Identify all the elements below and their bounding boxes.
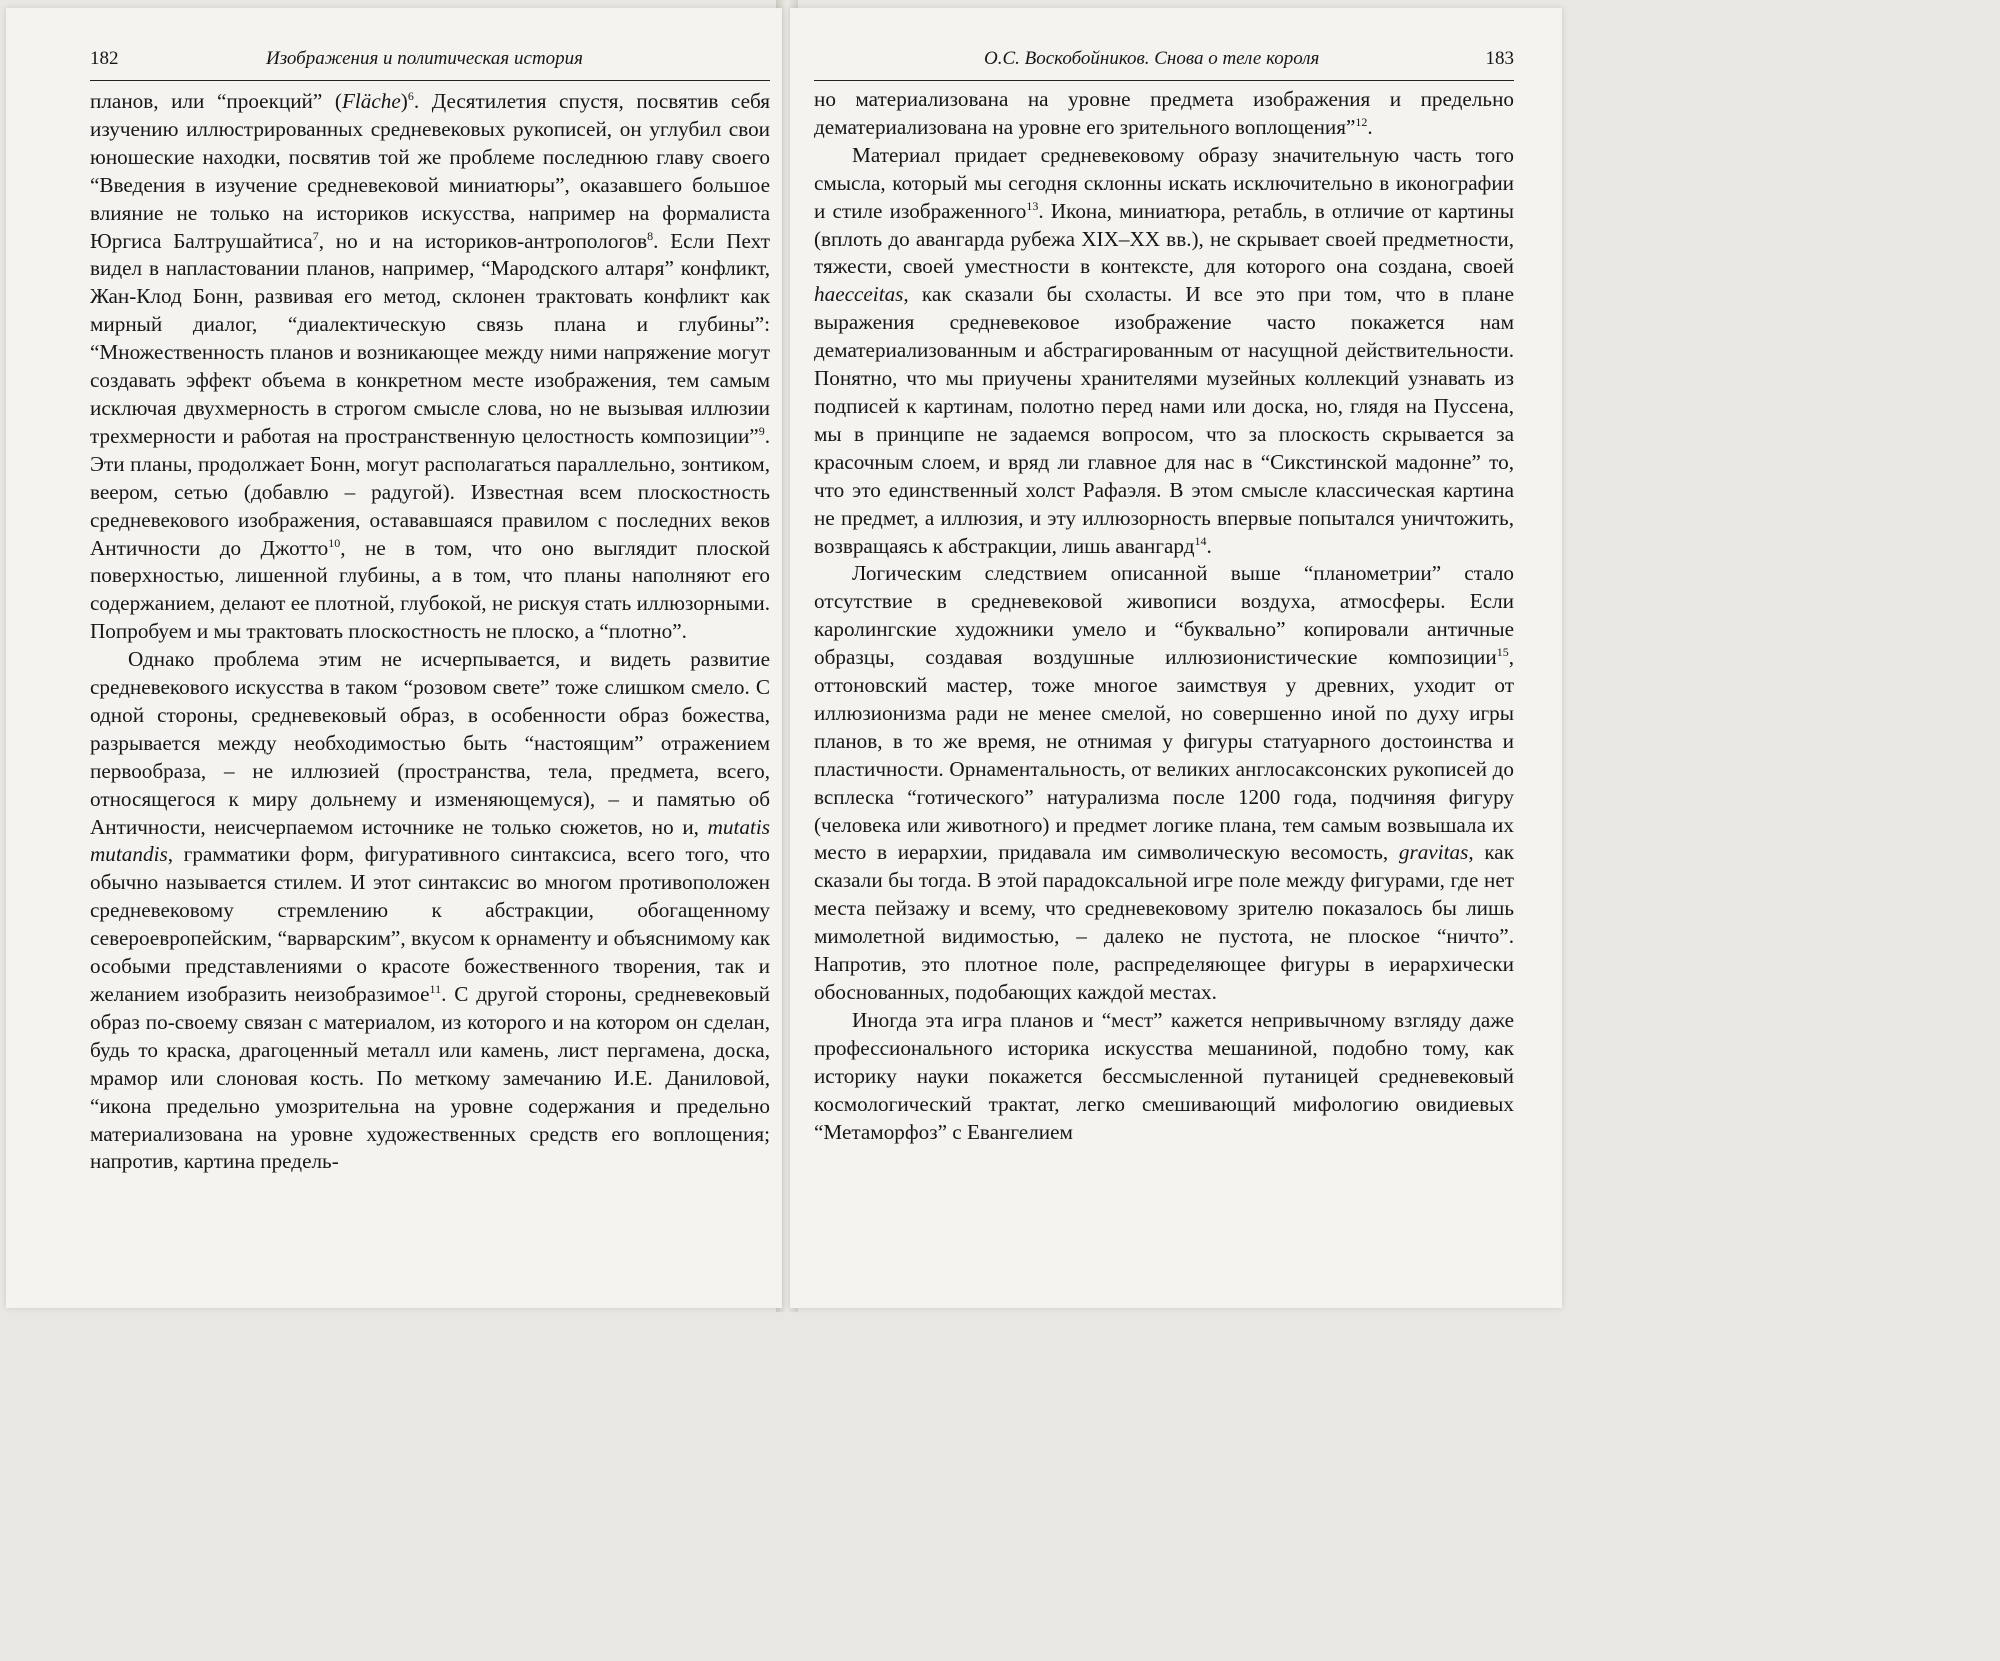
- text-run: . Если Пехт видел в напластовании планов, например, “Мародского алтаря” конфликт, Жан-Клод Бонн, развивая его метод, склонен трактовать конфликт как мирный диалог, “диалектическую связь плана и глубины”: “Множественность планов и возникающее между ними напряжение могут создавать эффект объема в конкретном месте изображения, тем самым исключая двухмерность в строгом смысле слова, но не вызывая иллюзии трехмерности и работая на пространственную целостность композиции”: [90, 228, 770, 448]
- text-run: , как сказали бы схоласты. И все это при том, что в плане выражения средневековое изображение часто покажется нам дематериализованным и абстрагированным от насущной действительности. Понятно, что мы приучены хранителями музейных коллекций узнавать из подписей к картинам, полотно перед нами или доска, но, глядя на Пуссена, мы в принципе не задаемся вопросом, что за плоскость скрывается за красочным слоем, и вряд ли главное для нас в “Сикстинской мадонне” то, что это единственный холст Рафаэля. В этом смысле классическая картина не предмет, а иллюзия, и эту иллюзорность впервые попытался уничтожить, возвращаясь к абстракции, лишь авангард: [814, 282, 1514, 558]
- left-text-column: [90, 88, 770, 1176]
- paragraph: [814, 1007, 1514, 1147]
- text-run: Материал придает средневековому образу значительную часть того смысла, который мы сегодня склонны искать исключительно в иконографии и стиле изображенного: [814, 142, 1514, 223]
- left-page: [6, 8, 782, 1308]
- text-run: , не в том, что оно выглядит плоской поверхностью, лишенной глубины, а в том, что планы наполняют его содержанием, делают ее плотной, глубокой, не рискуя стать иллюзорными. Попробуем и мы трактовать плоскостность не плоско, а “плотно”.: [90, 535, 770, 644]
- footnote-ref: 7: [312, 228, 319, 243]
- italic-term: mutatis mutandis: [90, 814, 770, 867]
- italic-term: haecceitas: [814, 282, 904, 307]
- footnote-ref: 11: [429, 981, 442, 996]
- text-run: планов, или “проекций” (: [90, 89, 342, 113]
- text-run: . Икона, миниатюра, ретабль, в отличие от картины (вплоть до авангарда рубежа XIX–XX вв.), не скрывает своей предметности, тяжести, своей уместности в контексте, для которого она создана, своей: [814, 198, 1514, 279]
- text-run: . Эти планы, продолжает Бонн, могут располагаться параллельно, зонтиком, веером, сетью (добавлю – радугой). Известная всем плоскостность средневекового изображения, остававшаяся правилом с последних веков Античности до Джотто: [90, 423, 770, 560]
- text-run: . Десятилетия спустя, посвятив себя изучению иллюстрированных средневековых рукописей, он углубил свои юношеские находки, посвятив той же проблеме последнюю главу своего “Введения в изучение средневековой миниатюры”, оказавшего большое влияние не только на историков искусства, например на формалиста Юргиса Балтрушайтиса: [90, 89, 770, 253]
- text-run: ): [400, 89, 408, 113]
- italic-term: Fläche: [341, 89, 401, 113]
- text-run: , как сказали бы тогда. В этой парадоксальной игре поле между фигурами, где нет места пейзажу и всему, что средневековому зрителю показалось бы лишь мимолетной видимостью, – далеко не пустота, не плоское “ничто”. Напротив, это плотное поле, распределяющее фигуры в иерархически обоснованных, подобающих каждой местах.: [814, 840, 1515, 1004]
- text-run: , оттоновский мастер, тоже многое заимствуя у древних, уходит от иллюзионизма ради не менее смелой, но совершенно иной по духу игры планов, в то же время, не отнимая у фигуры статуарного достоинства и пластичности. Орнаментальность, от великих англосаксонских рукописей до всплеска “готического” натурализма после 1200 года, подчиняя фигуру (человека или животного) и предмет логике плана, тем самым возвышала их место в иерархии, придавала им символическую весомость,: [814, 645, 1514, 865]
- text-run: , грамматики форм, фигуративного синтаксиса, всего того, что обычно называется стилем. И этот синтаксис во многом противоположен средневековому стремлению к абстракции, обогащенному североевропейским, “варварским”, вкусом к орнаменту и объяснимому как особыми представлениями о красоте божественного творения, так и желанием изобразить неизобразимое: [90, 842, 770, 1006]
- footnote-ref: 10: [328, 535, 341, 550]
- text-run: Логическим следствием описанной выше “планометрии” стало отсутствие в средневековой живописи воздуха, атмосферы. Если каролингские художники умело и “буквально” копировали античные образцы, создавая воздушные иллюзионистические композиции: [814, 561, 1514, 670]
- paragraph: [90, 88, 770, 646]
- right-header-rule: [814, 80, 1514, 81]
- right-text-column: [814, 86, 1514, 1146]
- italic-term: gravitas: [1398, 840, 1469, 865]
- right-page-number: 183: [1485, 48, 1514, 69]
- footnote-ref: 6: [407, 88, 414, 103]
- left-running-title: Изображения и политическая история: [266, 48, 583, 69]
- text-run: но материализована на уровне предмета изображения и предельно дематериализована на уровне его зрительного воплощения”: [814, 87, 1514, 139]
- left-header-rule: [90, 80, 770, 81]
- text-run: , но и на историков-антропологов: [318, 228, 648, 253]
- footnote-ref: 9: [758, 423, 765, 438]
- paragraph: [814, 142, 1514, 561]
- left-page-header: [90, 48, 770, 70]
- text-run: .: [1367, 114, 1373, 139]
- paragraph: [90, 646, 770, 1176]
- footnote-ref: 13: [1026, 198, 1039, 213]
- text-run: . С другой стороны, средневековый образ по-своему связан с материалом, из которого и на котором он сделан, будь то краска, драгоценный металл или камень, лист пергамена, доска, мрамор или слоновая кость. По меткому замечанию И.Е. Даниловой, “икона предельно умозрительна на уровне содержания и предельно материализована на уровне художественных средств его воплощения; напротив, картина предель-: [90, 982, 770, 1174]
- footnote-ref: 8: [647, 228, 654, 243]
- right-page: [790, 8, 1562, 1308]
- footnote-ref: 12: [1355, 114, 1368, 129]
- left-page-number: 182: [90, 48, 119, 69]
- footnote-ref: 15: [1496, 645, 1509, 660]
- paragraph: [814, 86, 1514, 142]
- footnote-ref: 14: [1194, 533, 1207, 548]
- text-run: Иногда эта игра планов и “мест” кажется непривычному взгляду даже профессионального историка искусства мешаниной, подобно тому, как историку науки покажется бессмысленной путаницей средневековый космологический трактат, легко смешивающий мифологию овидиевых “Метаморфоз” с Евангелием: [814, 1007, 1514, 1144]
- right-running-title: О.С. Воскобойников. Снова о теле короля: [984, 48, 1320, 69]
- paragraph: [814, 560, 1514, 1007]
- text-run: .: [1206, 533, 1212, 558]
- text-run: Однако проблема этим не исчерпывается, и видеть развитие средневекового искусства в таком “розовом свете” тоже слишком смело. С одной стороны, средневековый образ, в особенности образ божества, разрывается между необходимостью быть “настоящим” отражением первообраза, – не иллюзией (пространства, тела, предмета, всего, относящегося к миру дольнему и изменяющемуся), – и памятью об Античности, неисчерпаемом источнике не только сюжетов, но и,: [90, 647, 770, 839]
